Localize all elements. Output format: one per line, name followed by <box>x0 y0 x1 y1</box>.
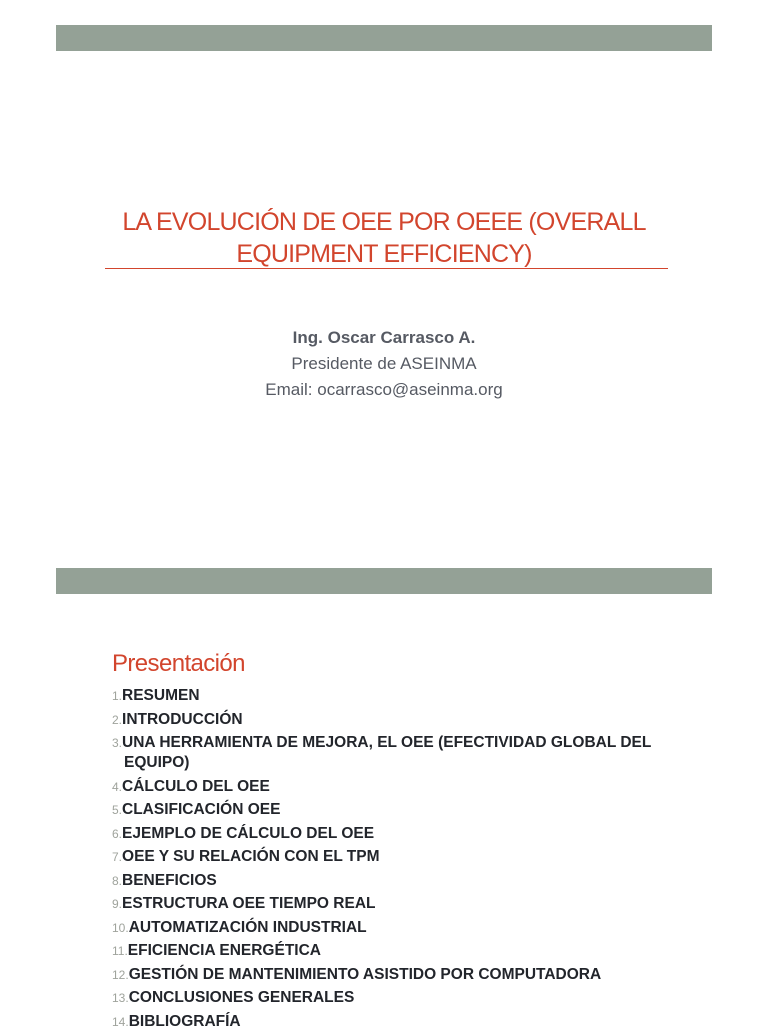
toc-item <box>112 941 672 961</box>
toc-label: UNA HERRAMIENTA DE MEJORA, EL OEE (EFECTIVIDAD GLOBAL DEL EQUIPO) <box>122 734 652 771</box>
toc-number: 4. <box>112 779 123 794</box>
toc-label: INTRODUCCIÓN <box>122 710 243 728</box>
toc-label: EFICIENCIA ENERGÉTICA <box>127 942 321 959</box>
toc-item <box>112 871 672 891</box>
toc-item <box>112 777 672 797</box>
toc-number: 5. <box>112 803 123 817</box>
toc-item <box>112 686 672 706</box>
toc-item <box>112 847 672 867</box>
author-email[interactable]: Email: ocarrasco@aseinma.org <box>265 380 503 399</box>
toc-number: 6. <box>112 826 123 841</box>
toc-label: BENEFICIOS <box>122 871 217 889</box>
slide-title: LA EVOLUCIÓN DE OEE POR OEEE (OVERALL EQUIPMENT EFFICIENCY) <box>122 208 646 268</box>
toc-label: CLASIFICACIÓN OEE <box>122 801 281 818</box>
toc-number: 11. <box>112 944 128 958</box>
toc-label: ESTRUCTURA OEE TIEMPO REAL <box>122 895 376 912</box>
title-underline <box>105 268 668 269</box>
author-block <box>150 325 618 403</box>
toc-item <box>112 918 672 938</box>
toc-label: AUTOMATIZACIÓN INDUSTRIAL <box>128 918 367 936</box>
section-title: Presentación <box>112 650 245 677</box>
toc-item <box>112 800 672 820</box>
toc-number: 9. <box>112 897 123 911</box>
toc-number: 7. <box>112 850 123 864</box>
toc-label: RESUMEN <box>122 687 200 704</box>
slide-header-band <box>56 25 712 51</box>
toc-item <box>112 965 672 985</box>
toc-number: 12. <box>112 967 129 982</box>
toc-item <box>112 824 672 844</box>
toc-label: GESTIÓN DE MANTENIMIENTO ASISTIDO POR COMPUTADORA <box>128 965 602 983</box>
toc-number: 13. <box>112 991 129 1005</box>
toc-item <box>112 710 672 730</box>
toc-number: 8. <box>112 873 123 888</box>
toc-label: OEE Y SU RELACIÓN CON EL TPM <box>122 848 380 865</box>
toc-item <box>112 1012 672 1032</box>
toc-number: 2. <box>112 712 123 727</box>
toc-number: 1. <box>112 689 123 703</box>
author-name: Ing. Oscar Carrasco A. <box>292 328 476 347</box>
toc-label: CÁLCULO DEL OEE <box>122 777 270 795</box>
slide-header-band-2 <box>56 568 712 594</box>
toc-label: CONCLUSIONES GENERALES <box>128 989 355 1006</box>
toc-number: 14. <box>112 1014 129 1029</box>
table-of-contents <box>112 686 672 1035</box>
toc-item <box>112 988 672 1008</box>
toc-label: BIBLIOGRAFÍA <box>128 1012 241 1030</box>
toc-number: 3. <box>112 736 123 750</box>
toc-item <box>112 894 672 914</box>
toc-number: 10. <box>112 920 129 935</box>
author-role: Presidente de ASEINMA <box>291 354 477 373</box>
toc-label: EJEMPLO DE CÁLCULO DEL OEE <box>122 824 375 842</box>
toc-item <box>112 733 672 773</box>
